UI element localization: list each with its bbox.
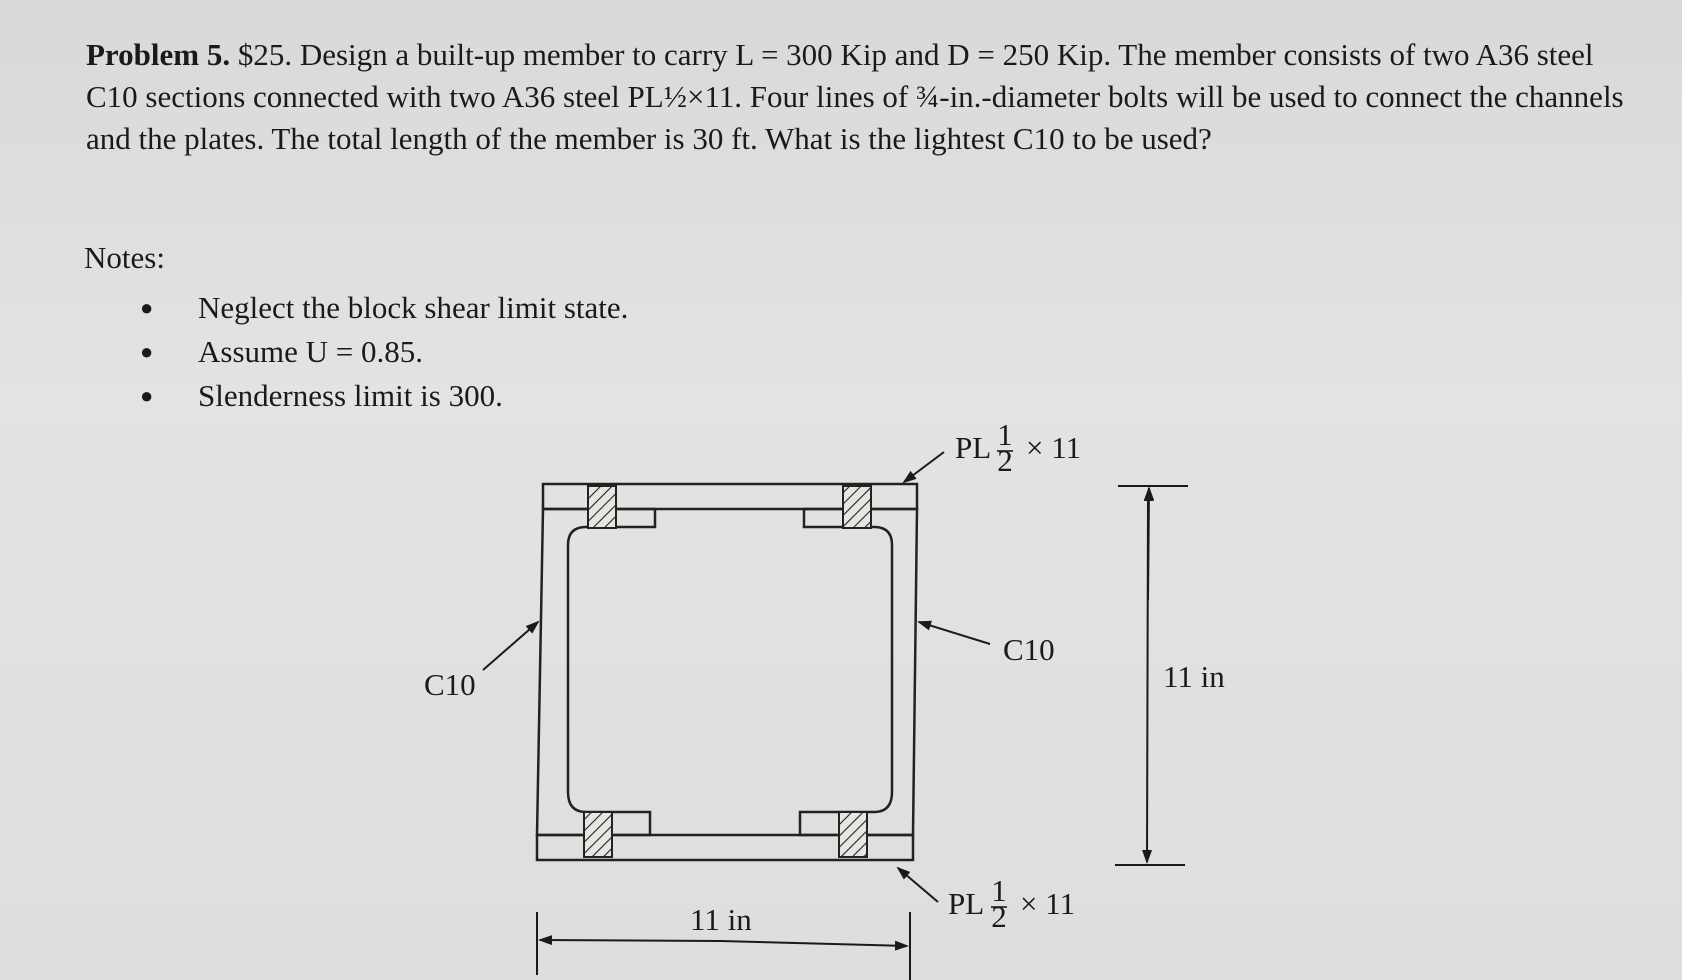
- left-channel: [537, 509, 655, 835]
- right-channel: [800, 509, 917, 835]
- fraction-denominator: 2: [997, 443, 1013, 478]
- dimension-line: [720, 941, 907, 946]
- leader-line: [898, 868, 938, 902]
- bolt: [588, 486, 616, 528]
- bullet-icon: ●: [140, 295, 154, 320]
- plate-bottom-label-prefix: PL: [948, 886, 985, 921]
- note-text: Assume U = 0.85.: [198, 334, 424, 369]
- note-text: Neglect the block shear limit state.: [198, 290, 629, 325]
- plate-bottom-label-suffix: × 11: [1020, 886, 1076, 921]
- dimension-line: [1148, 489, 1149, 600]
- channel-right-label: C10: [1003, 632, 1055, 667]
- plate-top-label-suffix: × 11: [1026, 430, 1082, 465]
- leader-line: [483, 622, 538, 670]
- problem-heading: Problem 5.: [86, 37, 231, 72]
- height-dimension-label: 11 in: [1163, 659, 1225, 694]
- leader-line: [919, 622, 990, 644]
- bolt: [843, 486, 871, 528]
- bullet-icon: ●: [140, 383, 154, 408]
- dimension-line: [540, 940, 720, 941]
- plate-top-label-prefix: PL: [955, 430, 992, 465]
- fraction-numerator: 1: [991, 873, 1007, 908]
- leader-line: [904, 452, 944, 482]
- fraction-denominator: 2: [991, 899, 1007, 934]
- fraction-numerator: 1: [997, 417, 1013, 452]
- bolt: [839, 812, 867, 857]
- width-dimension-label: 11 in: [690, 902, 752, 937]
- problem-text: $25. Design a built-up member to carry L = 300 Kip and D = 250 Kip. The member consists of two A36 steel C10 sections connected with two A36 steel PL½×11. Four lines of ¾-in.-diameter bolts will be used to connect the channels and the plates. The total length of the member is 30 ft. What is the lightest C10 to be used?: [86, 37, 1624, 156]
- bullet-icon: ●: [140, 339, 154, 364]
- note-text: Slenderness limit is 300.: [198, 378, 503, 413]
- bolt: [584, 812, 612, 857]
- notes-title: Notes:: [84, 240, 165, 275]
- channel-left-label: C10: [424, 667, 476, 702]
